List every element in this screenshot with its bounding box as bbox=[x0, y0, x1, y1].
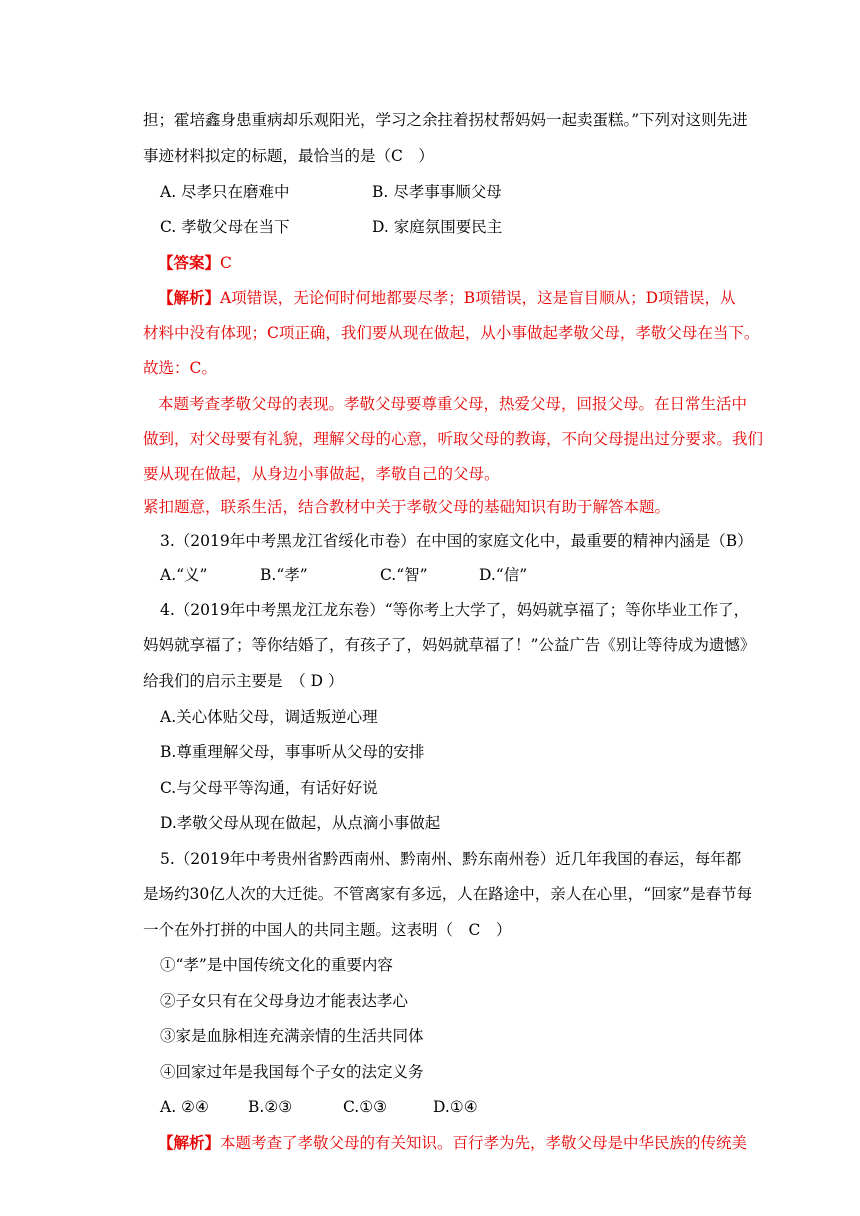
q2-note-line3: 要从现在做起，从身边小事做起，孝敬自己的父母。 bbox=[143, 465, 500, 483]
q2-analysis-line3: 故选：C。 bbox=[143, 359, 217, 377]
q5-options bbox=[160, 1096, 478, 1118]
q2-stem-line1: 担；霍培鑫身患重病却乐观阳光，学习之余拄着拐杖帮妈妈一起卖蛋糕。”下列对这则先进 bbox=[143, 111, 748, 129]
q2-analysis-line1 bbox=[158, 287, 736, 309]
q5-option-a: A. ②④ bbox=[160, 1098, 209, 1116]
q5-analysis-label: 【解析】 bbox=[158, 1133, 221, 1152]
q5-stem-line2: 是场约30亿人次的大迁徙。不管离家有多远，人在路途中，亲人在心里，“回家”是春节每 bbox=[143, 885, 753, 903]
answer-label: 【答案】 bbox=[158, 253, 221, 272]
q4-stem-line3: 给我们的启示主要是 （ D ） bbox=[143, 672, 344, 690]
q5-option-d: D.①④ bbox=[433, 1098, 478, 1116]
q2-stem-line2: 事迹材料拟定的标题，最恰当的是（C ） bbox=[143, 147, 434, 165]
analysis-label: 【解析】 bbox=[158, 288, 221, 307]
q2-analysis-line2: 材料中没有体现；C项正确，我们要从现在做起，从小事做起孝敬父母，孝敬父母在当下。 bbox=[143, 324, 760, 342]
q4-option-a: A.关心体贴父母，调适叛逆心理 bbox=[160, 708, 378, 726]
q5-analysis-line1 bbox=[158, 1132, 747, 1154]
q3-option-a: A.“义” bbox=[160, 566, 208, 584]
q5-item-1: ①“孝”是中国传统文化的重要内容 bbox=[160, 956, 393, 974]
q5-option-b: B.②③ bbox=[248, 1098, 293, 1116]
q5-stem-line1: 5.（2019年中考贵州省黔西南州、黔南州、黔东南州卷）近几年我国的春运，每年都 bbox=[160, 850, 742, 868]
q2-note-line1: 本题考查孝敬父母的表现。孝敬父母要尊重父母，热爱父母，回报父母。在日常生活中 bbox=[158, 395, 748, 413]
analysis-text: A项错误，无论何时何地都要尽孝；B项错误，这是盲目顺从；D项错误，从 bbox=[220, 289, 736, 307]
q3-option-d: D.“信” bbox=[479, 566, 528, 584]
q4-option-b: B.尊重理解父母，事事听从父母的安排 bbox=[160, 743, 425, 761]
q5-option-c: C.①③ bbox=[343, 1098, 388, 1116]
q3-stem: 3.（2019年中考黑龙江省绥化市卷）在中国的家庭文化中，最重要的精神内涵是（B） bbox=[160, 532, 753, 550]
answer-value: C bbox=[220, 254, 232, 272]
q2-note-line2: 做到，对父母要有礼貌，理解父母的心意，听取父母的教诲，不向父母提出过分要求。我们 bbox=[143, 430, 764, 448]
q2-option-d: D. 家庭氛围要民主 bbox=[372, 218, 503, 236]
q2-options-row1 bbox=[160, 181, 502, 203]
q4-option-c: C.与父母平等沟通，有话好好说 bbox=[160, 779, 378, 797]
q5-analysis-text: 本题考查了孝敬父母的有关知识。百行孝为先，孝敬父母是中华民族的传统美 bbox=[220, 1134, 748, 1152]
q5-item-4: ④回家过年是我国每个子女的法定义务 bbox=[160, 1063, 424, 1081]
q2-option-b: B. 尽孝事事顺父母 bbox=[372, 183, 502, 201]
q4-stem-line2: 妈妈就享福了；等你结婚了，有孩子了，妈妈就草福了！”公益广告《别让等待成为遗憾》 bbox=[143, 636, 756, 654]
q5-stem-line3: 一个在外打拼的中国人的共同主题。这表明（ C ） bbox=[143, 921, 512, 939]
q3-options bbox=[160, 564, 527, 586]
q2-option-c: C. 孝敬父母在当下 bbox=[160, 218, 290, 236]
q3-option-c: C.“智” bbox=[380, 566, 428, 584]
q2-options-row2 bbox=[160, 216, 502, 238]
q4-stem-line1: 4.（2019年中考黑龙江龙东卷）“等你考上大学了，妈妈就享福了；等你毕业工作了， bbox=[160, 601, 750, 619]
q4-option-d: D.孝敬父母从现在做起，从点滴小事做起 bbox=[160, 814, 441, 832]
q5-item-2: ②子女只有在父母身边才能表达孝心 bbox=[160, 992, 409, 1010]
q2-answer bbox=[158, 252, 232, 274]
q2-note-line4: 紧扣题意，联系生活，结合教材中关于孝敬父母的基础知识有助于解答本题。 bbox=[143, 498, 671, 516]
q2-option-a: A. 尽孝只在磨难中 bbox=[160, 183, 290, 201]
q5-item-3: ③家是血脉相连充满亲情的生活共同体 bbox=[160, 1027, 424, 1045]
q3-option-b: B.“孝” bbox=[260, 566, 308, 584]
